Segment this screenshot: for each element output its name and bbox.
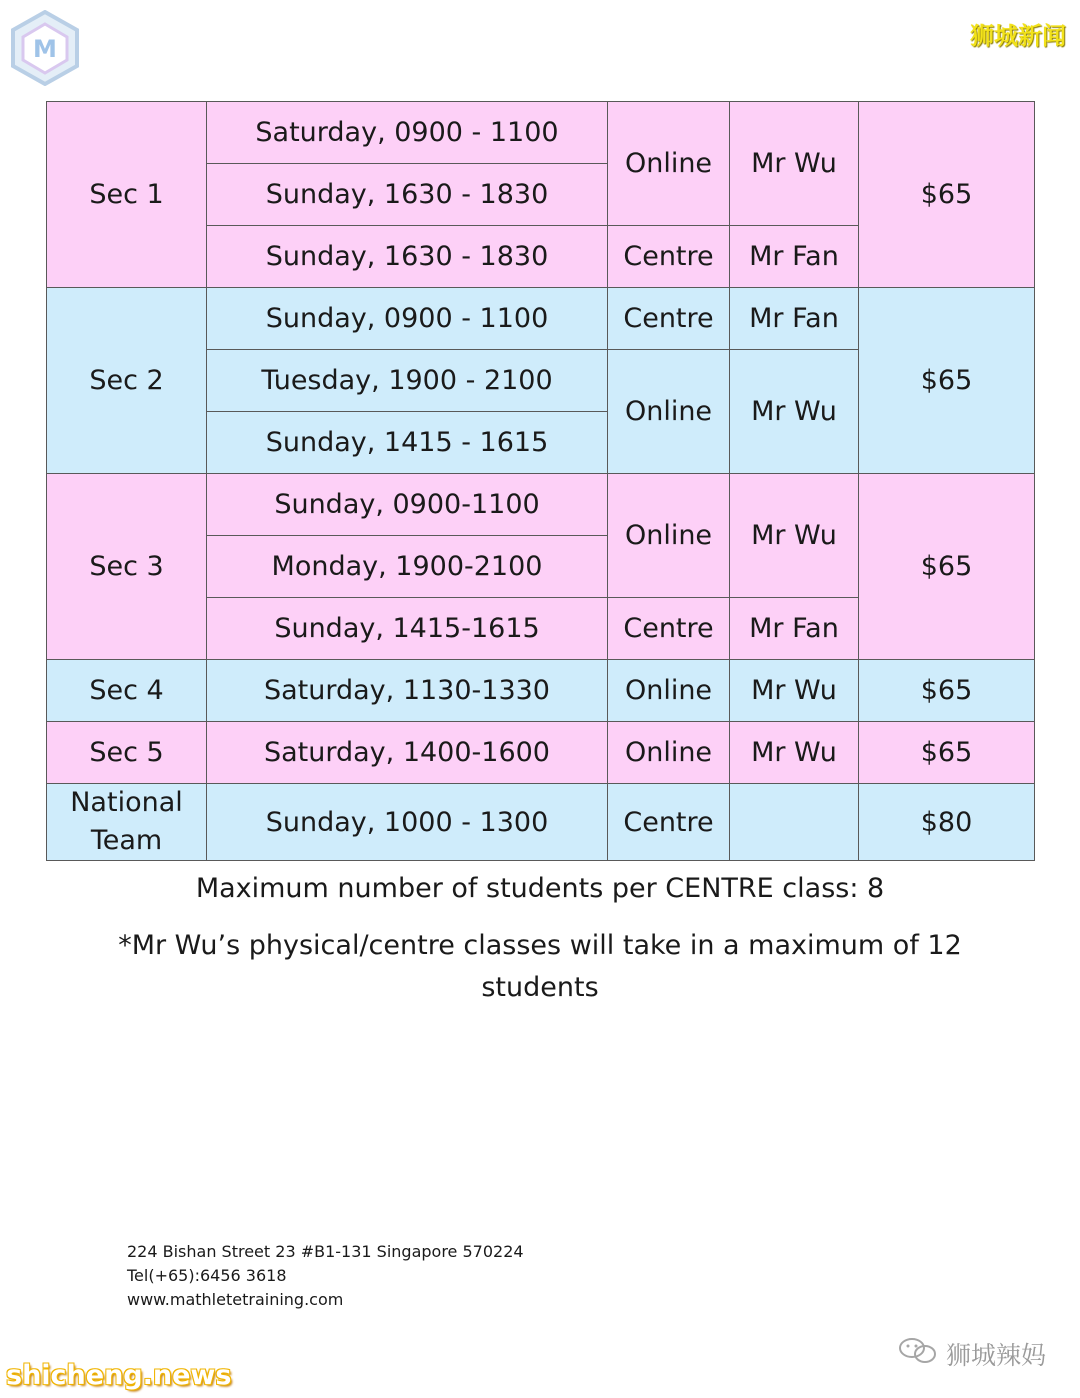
mode-cell: Online [608, 350, 730, 474]
time-cell: Sunday, 0900 - 1100 [207, 288, 608, 350]
level-cell: Sec 2 [47, 288, 207, 474]
fee-cell: $65 [859, 102, 1035, 288]
mode-cell: Centre [608, 598, 730, 660]
table-row [47, 660, 1035, 722]
contact-footer [127, 1240, 524, 1312]
fee-cell: $65 [859, 288, 1035, 474]
fee-cell: $65 [859, 722, 1035, 784]
tutor-cell: Mr Wu [730, 474, 859, 598]
tutor-cell: Mr Fan [730, 226, 859, 288]
fee-cell: $65 [859, 474, 1035, 660]
mode-cell: Centre [608, 784, 730, 861]
site-watermark: shicheng.news [6, 1360, 232, 1391]
tutor-cell: Mr Wu [730, 660, 859, 722]
time-cell: Sunday, 1630 - 1830 [207, 226, 608, 288]
table-row [47, 102, 1035, 164]
time-cell: Sunday, 1415-1615 [207, 598, 608, 660]
time-cell: Saturday, 1130-1330 [207, 660, 608, 722]
tutor-cell: Mr Wu [730, 350, 859, 474]
address-text: 224 Bishan Street 23 #B1-131 Singapore 570224 [127, 1242, 524, 1261]
wechat-icon [898, 1337, 938, 1371]
company-logo [10, 10, 80, 86]
max-centre-note: Maximum number of students per CENTRE class: 8 [195, 873, 885, 904]
mode-cell: Online [608, 102, 730, 226]
wechat-watermark [898, 1336, 1046, 1372]
time-cell: Tuesday, 1900 - 2100 [207, 350, 608, 412]
watermark-top: 狮城新闻 [970, 22, 1066, 50]
tutor-cell: Mr Fan [730, 598, 859, 660]
class-schedule-table [46, 101, 1035, 861]
table-row [47, 474, 1035, 536]
level-cell: Sec 1 [47, 102, 207, 288]
logo-letter: M [33, 35, 57, 63]
mr-wu-note-line-2: students [481, 972, 599, 1003]
level-cell: Sec 3 [47, 474, 207, 660]
time-cell: Sunday, 0900-1100 [207, 474, 608, 536]
fee-cell: $80 [859, 784, 1035, 861]
mode-cell: Centre [608, 288, 730, 350]
level-cell: Sec 5 [47, 722, 207, 784]
tutor-cell: Mr Wu [730, 102, 859, 226]
mode-cell: Online [608, 474, 730, 598]
mode-cell: Centre [608, 226, 730, 288]
time-cell: Sunday, 1630 - 1830 [207, 164, 608, 226]
table-row [47, 288, 1035, 350]
mode-cell: Online [608, 660, 730, 722]
table-row [47, 784, 1035, 861]
time-cell: Monday, 1900-2100 [207, 536, 608, 598]
level-line-2: Team [90, 825, 163, 856]
level-cell [47, 784, 207, 861]
level-line-1: National [70, 787, 183, 818]
tel-text: Tel(+65):6456 3618 [127, 1266, 287, 1285]
table-row [47, 722, 1035, 784]
tutor-cell: Mr Wu [730, 722, 859, 784]
tutor-cell: Mr Fan [730, 288, 859, 350]
website-link[interactable]: www.mathletetraining.com [127, 1290, 344, 1309]
wechat-account-name: 狮城辣妈 [945, 1341, 1046, 1370]
fee-cell: $65 [859, 660, 1035, 722]
mode-cell: Online [608, 722, 730, 784]
time-cell: Saturday, 1400-1600 [207, 722, 608, 784]
mr-wu-note-line-1: *Mr Wu’s physical/centre classes will take in a maximum of 12 [118, 930, 962, 961]
level-cell: Sec 4 [47, 660, 207, 722]
time-cell: Sunday, 1415 - 1615 [207, 412, 608, 474]
tutor-cell [730, 784, 859, 861]
time-cell: Saturday, 0900 - 1100 [207, 102, 608, 164]
time-cell: Sunday, 1000 - 1300 [207, 784, 608, 861]
